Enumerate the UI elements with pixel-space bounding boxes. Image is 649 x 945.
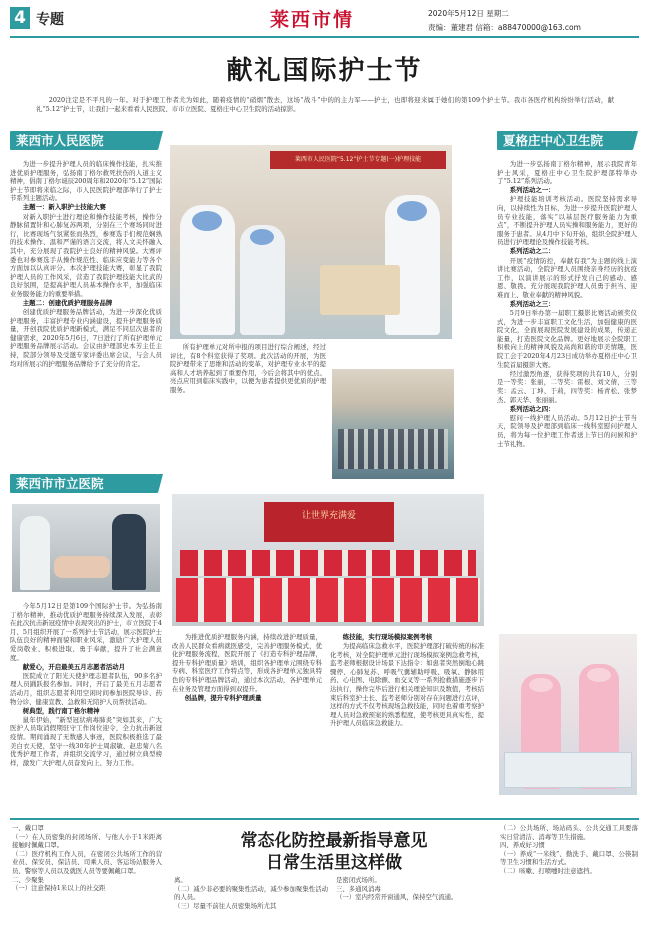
paragraph: 鼠年伊始，“新型冠状病毒肺炎”突如其来，广大医护人员取消假期驻守工作岗位迎令，全力抗击新冠疫情。期间涌现了无数感人事迹，医院积极推选了最美白衣天使，坚守一线30年护士周淑敏、赵忠菊八名优秀护理工作者，并组织交流学习，通过树立典型榜样，激发广大护理人员奋发向上、努力工作。 [10, 715, 162, 767]
city-hospital-text-col2 [172, 633, 322, 813]
subheading: 系列活动之一： [509, 186, 555, 195]
people-hospital-text-col1 [10, 160, 162, 490]
paragraph: 经过激烈角逐，获得奖项的共有10人，分别是一等奖：张丽，二等奖：雷根、刘文倩，三等奖：孟云、丁坤、于莉，四等奖：杨青松、张梦杰、郭天华、张丽丽。 [497, 369, 637, 404]
nurse-cap [529, 678, 553, 692]
paragraph: 今年5月12日是第109个国际护士节。为弘扬南丁格尔精神，推动优质护理服务持续深入发展，表彰在此次抗击新冠疫情中表现突出的护士，市立医院于4月、5月组织开展了一系列护士节活动，展示医院护士队伍良好的精神面貌和职业风采，激励广大护理人员爱岗敬业、积极进取、勇于奉献，提升了社会满意度。 [10, 602, 162, 662]
bottom-col-1: 一、戴口罩 （一）在人员密集的封闭场所、与他人小于1米距离接触时佩戴口罩。 （二）医疗机构工作人员，在密闭公共场所工作的营业员、保安员、保洁员、司乘人员、客运场站服务人员、警察等人员以及就医人员等要佩戴口罩。 二、少聚集 （一）注意保持1米以上的社交距 [12, 824, 162, 893]
paragraph: 5月9日举办第一届职工摄影比赛活动颁奖仪式，为进一步丰富职工文化生活，加强健康的医院文化，全面展现医院发展建设的成果，传递正能量，打造医院文化品牌。更好地展示全院职工积极向上的精神风貌及高尚和谐的审美情趣，医院工会于2020年4月23日成功举办夏格庄中心卫生院首届摄影大赛。 [497, 309, 637, 369]
xiagezhuang-text [497, 160, 637, 628]
hospital-bed [320, 265, 400, 315]
section-city-hospital-heading: 莱西市市立医院 [10, 474, 158, 493]
subheading: 系列活动之二： [509, 247, 555, 256]
people-hospital-meeting-photo [332, 369, 454, 479]
masthead-logo: 莱西市情 [270, 9, 355, 31]
paragraph: 为提高临床急救水平，医院护理部打破传统的标准化考核，对全院护理单元进行现场模拟案例急救考核，监考老师根据设计场景下达指令：如患者突然倒地心跳骤停、心肺复苏、呼吸气囊辅助呼吸、吸氧、静脉用药、心电图、电除颤、血交叉等一系列抢救措施逐步下达执行，操作完毕后进行相关理论知识及数值，考核结束后科室护士长、监考老师分别对存在问题进行点评，这样的方式不仅考核现场急救技能，同时也着重考察护理人员对急救预案的熟悉程度，使考核更具真实性，提升护理人员临床急救能力。 [330, 642, 484, 728]
intro-paragraph [36, 96, 614, 114]
section-xiagezhuang-heading: 夏格庄中心卫生院 [497, 131, 633, 150]
nurse-cap [250, 229, 274, 245]
meeting-attendees [338, 429, 448, 469]
city-hospital-training-photo [12, 504, 160, 592]
page-number-badge: 4 [10, 7, 30, 29]
city-hospital-text-col1 [10, 602, 162, 812]
bottom-title-line2: 日常生活里这样做 [266, 853, 402, 873]
issue-date: 2020年5月12日 星期二 [428, 9, 509, 18]
paragraph: 为进一步提升护理人员的临床操作技能，扎实推进优质护理服务，弘扬南丁格尔救死扶伤的人道主义精神，倡南丁格尔诞辰200周年和2020年“5.12”国际护士节即将来临之际，市人民医院护理部举行了护士节系列主题活动。 [10, 160, 162, 203]
subheading: 主题一：新入职护士技能大赛 [22, 203, 106, 212]
nurse-cap [397, 201, 427, 221]
trainer-figure [20, 516, 50, 590]
paragraph: 开展“疫情防控，奉献有我”为主题的线上演讲比赛活动，全院护理人员围绕亲身经历的抗疫工作，以演讲展示的形式抒发自己的感动、感恩、敬畏。充分展现我院护理人员勇于担当、迎难而上、敬业奉献的精神风貌。 [497, 256, 637, 299]
trainer-figure [112, 514, 146, 590]
city-hospital-text-col3 [330, 633, 484, 813]
people-hospital-text-col2 [170, 343, 326, 491]
xiagezhuang-photo [499, 634, 637, 795]
bottom-col-4: （二）公共场所、场站码头、公共交通工具要落实日常清洁、消毒等卫生措施。 四、养成好习惯 （一）养成“一米线”、勤洗手、戴口罩、公筷制等卫生习惯和生活方式。 （二）咳嗽、打喷嚏时注意遮挡。 [500, 824, 638, 875]
paragraph: 为进一步弘扬南丁格尔精神，展示我院青年护士风采，夏格庄中心卫生院护理部特举办了“5.12”系列活动。 [497, 160, 637, 186]
page-title: 献礼国际护士节 [226, 56, 423, 86]
editor-line: 责编：董建君 信箱：a88470000@163.com [428, 23, 581, 32]
nurse-cap [587, 668, 611, 682]
paragraph: 对新入职护士进行理论和操作技能考核，操作分静脉留置针和心肺复苏两项，分别在三个赛场同时进行，比赛现场气氛紧张而热烈，参赛选手们规范娴熟的技术操作、温和严谨的语言交流，将人文关怀融入其中，充分展现了我院护士良好的精神风貌。大赛评委也对参赛选手从操作规范性、临床应变能力等各个方面加以认真评分。本次护理技能大赛，彰显了我院护理人员的工作风采，营造了我院护理技能大比武的良好氛围，是提高护理人员基本操作水平，加强临床业务服务能力的重要举措。 [10, 212, 162, 298]
people-hospital-main-photo [170, 145, 452, 339]
paragraph: 护理技能培训考核活动。医院坚持需求导向，以持续性为目标，为进一步提升医院护理人员专业技能，落实“以基层医疗服务能力为重点”，不断提升护理人员实操和服务能力，更好的服务于患者。从4月中下旬开始，组织全院护理人员进行护理理论及操作技能考核。 [497, 195, 637, 247]
nurses-back-row [180, 550, 476, 576]
subheading: 主题二：创建优质护理服务品牌 [22, 299, 113, 307]
nurses-front-row [176, 578, 480, 622]
bottom-col-2: 离。 （二）减少非必要的聚集性活动，减少参加聚集性活动的人员。 （三）尽量不前往人员密集场所尤其 [174, 876, 328, 910]
paragraph: 医院成立了阳光天使护理志愿者队伍，90多名护理人员踊跃报名参加。同时，开启了最美五月志愿者活动月，组织志愿者利用空闲时间参加医院导诊、药物分诊、健康宣教、急救和无陪护人员帮扶活动。 [10, 671, 162, 706]
city-hospital-group-photo [172, 494, 484, 626]
paragraph: 慰问一线护理人员活动。5月12日护士节当天，院领导及护理部到临床一线科室慰问护理人员，将为每一位护理工作者送上节日的问候和护士节礼物。 [497, 413, 637, 448]
page-header [0, 0, 649, 40]
bottom-box [10, 818, 639, 940]
paragraph: 所有护理单元对所申报的项目进行综合阐述，经过评比，有8个科室获得了奖项。此次活动的开展，为医院护理带来了思维和活动的变革，对护理专业水平的提高和人才培养起到了重要作用，今后会将其中的优点、亮点应用到临床实践中，以便为患者提供更优质的护理服务。 [170, 343, 326, 394]
event-banner: 莱西市人民医院“5.12”护士节专题(一)护理技能 [270, 151, 446, 169]
bottom-col-3: 是密闭式场所。 三、多通风消毒 （一）室内经常开窗通风，保持空气流通。 [336, 876, 458, 902]
section-label: 专题 [36, 12, 64, 28]
header-rule [10, 36, 639, 38]
paragraph: 创建优质护理服务品牌活动，为进一步深化优质护理服务，丰富护理专业内涵建设，提升护理服务质量，开创我院优质护理新模式，满足不同层次患者的健康需求，2020年5月6日，7日进行了所有护理单元护理服务品牌展示活动。会议由护理部史本芳主任主持，院部分领导及受邀专家评委出席会议，与会人员均对所展示的护理服务品牌给予了充分的肯定。 [10, 308, 162, 368]
subheading: 树典型，践行南丁格尔精神 [22, 706, 100, 715]
nurse-cap [192, 211, 222, 231]
subheading: 练技能，实行现场模拟案例考核 [342, 633, 433, 641]
cpr-mannequin [54, 556, 110, 578]
subheading: 献爱心，开启最美五月志愿者活动月 [22, 662, 126, 671]
hospital-bed [504, 752, 632, 788]
section-people-hospital-heading: 莱西市人民医院 [10, 131, 158, 150]
subheading: 创品牌，提升专科护理质量 [184, 693, 262, 702]
bottom-title-line1: 常态化防控最新指导意见 [240, 831, 428, 851]
paragraph: 为推进优质护理服务内涵，持续改进护理质量，改善人民群众看病就医感受，完善护理服务模式，优化护理服务流程，医院开展了《打造专科护理品牌，提升专科护理质量》培训，组织各护理单元围绕专科专病、科室医疗工作特点等，形成各护理单元独具特色的专科护理品牌活动，通过本次活动，各护理单元在业务及管理方面得到双提升。 [172, 633, 322, 693]
subheading: 系列活动之四： [509, 404, 555, 413]
subheading: 系列活动之三： [509, 300, 555, 308]
intro-text: 2020注定是不平凡的一年。对于护理工作者尤为如此，随着疫情的“硝烟”散去，这场“战斗”中的的主力军——护士，也即将迎来属于她们的第109个护士节。我市各医疗机构纷纷举行活动，献礼“5.12”护士节，让我们一起来看看人民医院、市市立医院、夏格庄中心卫生院的活动掠影。 [36, 96, 614, 113]
stage-screen-text: 让世界充满爱 [301, 511, 356, 521]
